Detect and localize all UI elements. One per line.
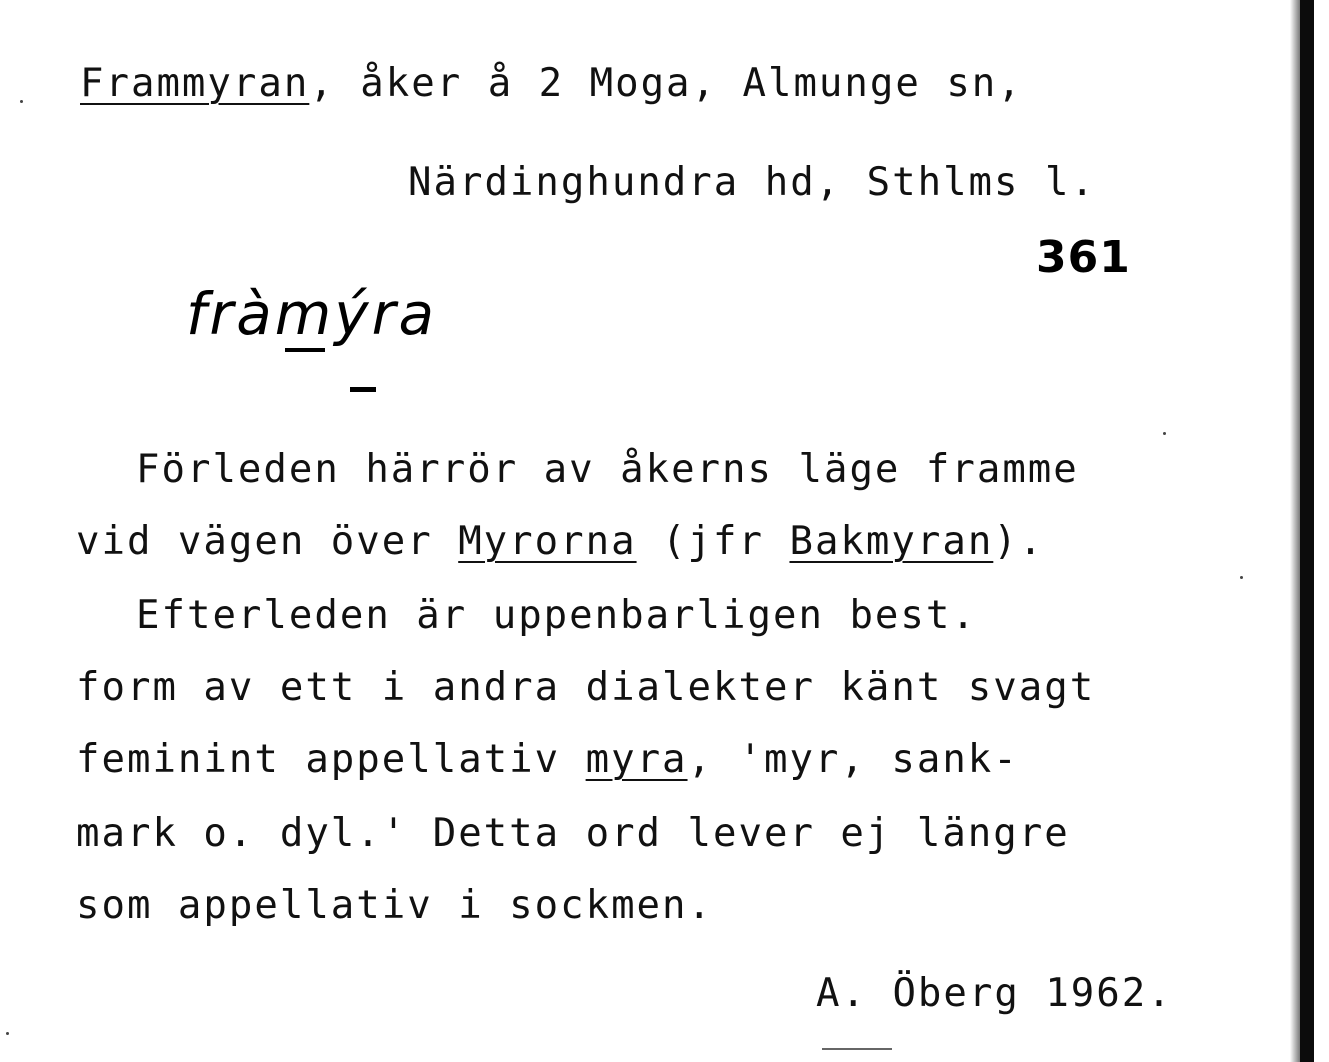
body-line-5-b: , 'myr, sank- (687, 737, 1019, 782)
body-line-6: mark o. dyl.' Detta ord lever ej längre (76, 811, 1070, 856)
body-line-2-b: (jfr (636, 519, 790, 564)
place-name: Frammyran (80, 61, 310, 106)
body-line-4: form av ett i andra dialekter känt svagt (76, 665, 1096, 710)
body-line-5-a: feminint appellativ (76, 737, 586, 782)
card-number: 361 (1036, 232, 1131, 283)
scan-speck (6, 1032, 9, 1035)
body-line-2-c: ). (993, 519, 1045, 564)
ref-myra: myra (585, 737, 688, 782)
header-line-1-rest: , åker å 2 Moga, Almunge sn, (309, 61, 1023, 106)
pronunciation: fràmýra (186, 280, 438, 348)
scan-speck (1240, 576, 1243, 579)
body-line-3: Efterleden är uppenbarligen best. (136, 593, 977, 638)
pronunciation-length-mark (350, 387, 376, 392)
card-edge (1300, 0, 1314, 1062)
header-line-1 (80, 61, 1023, 106)
body-line-2 (76, 519, 1045, 564)
pronunciation-stress-mark (285, 348, 325, 352)
scan-speck (20, 100, 23, 103)
body-line-7: som appellativ i sockmen. (76, 883, 713, 928)
body-line-5 (76, 737, 1019, 782)
signature: A. Öberg 1962. (816, 971, 1173, 1016)
scan-mark (822, 1048, 892, 1050)
scan-speck (1163, 432, 1166, 435)
body-line-1: Förleden härrör av åkerns läge framme (136, 447, 1079, 492)
card-edge-shadow (1290, 0, 1300, 1062)
body-line-2-a: vid vägen över (76, 519, 459, 564)
ref-myrorna: Myrorna (458, 519, 637, 564)
ref-bakmyran: Bakmyran (789, 519, 994, 564)
header-line-2: Närdinghundra hd, Sthlms l. (408, 160, 1096, 205)
